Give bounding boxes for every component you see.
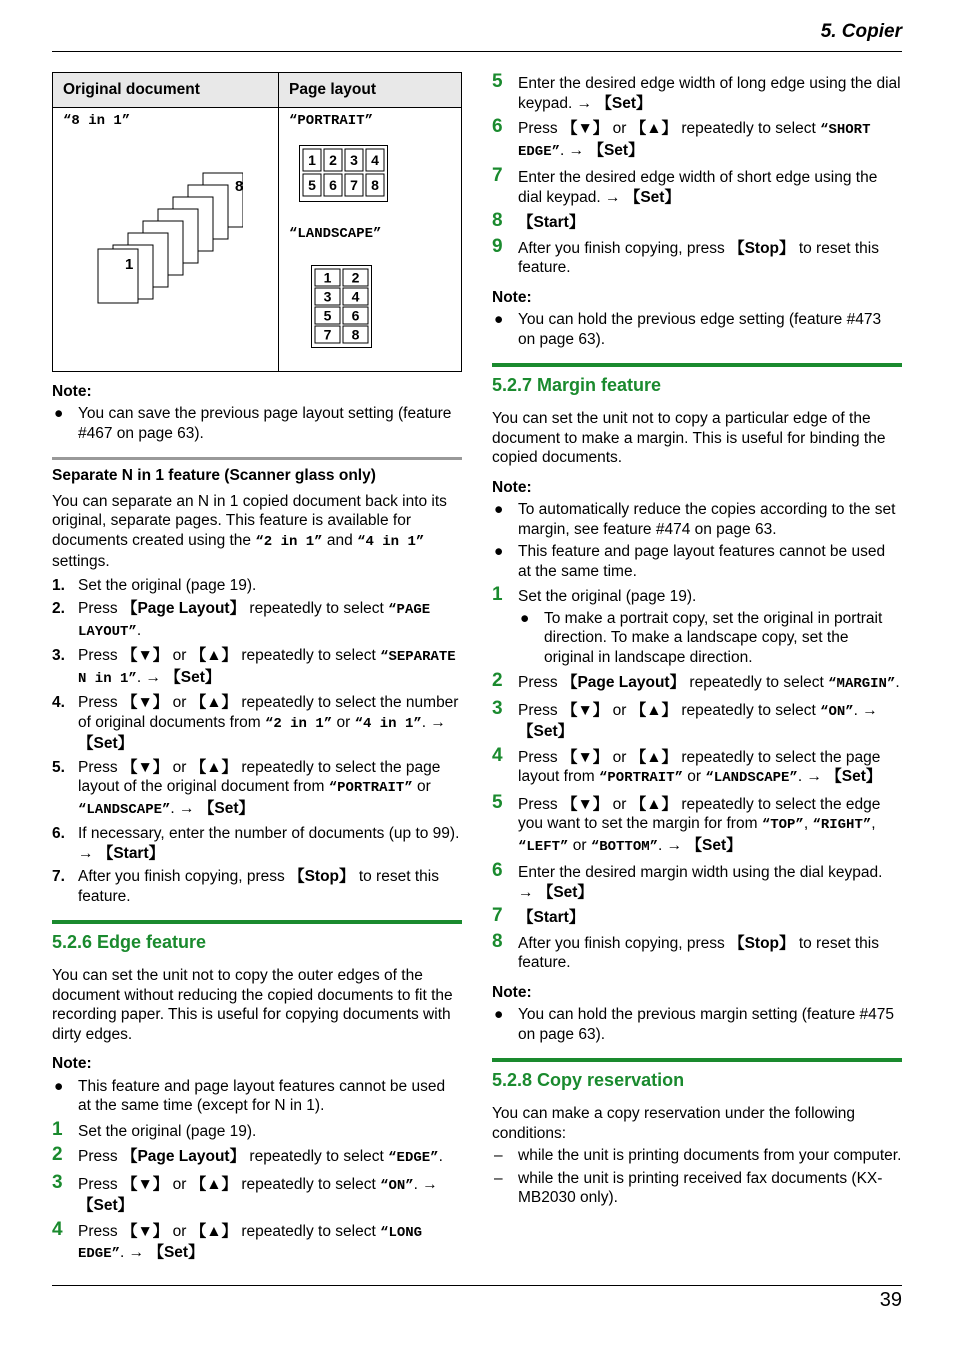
grid-page-number: 6 bbox=[351, 307, 360, 323]
grid-page-number: 8 bbox=[371, 177, 379, 193]
edge-section bbox=[52, 920, 462, 1265]
table-header-layout: Page layout bbox=[279, 73, 462, 108]
margin-step-4: 4 Press 【▼】 or 【▲】 repeatedly to select the page layout from “PORTRAIT” or “LANDSCAPE”. → 【Set】 bbox=[492, 744, 882, 786]
separate-step-2: 2. Press 【Page Layout】 repeatedly to select “PAGE LAYOUT”. bbox=[52, 600, 431, 640]
reservation-item: – while the unit is printing received fax documents (KX-MB2030 only). bbox=[494, 1169, 883, 1206]
separate-step-6: 6. If necessary, enter the number of documents (up to 99). → 【Start】 bbox=[52, 825, 460, 862]
grid-page-number: 3 bbox=[323, 288, 332, 304]
edge-step-3: 3 Press 【▼】 or 【▲】 repeatedly to select “ON”. → 【Set】 bbox=[52, 1171, 438, 1214]
grid-page-number: 6 bbox=[329, 177, 337, 193]
left-column bbox=[52, 72, 462, 1265]
table-cell-layout bbox=[279, 107, 462, 371]
edge-step-7: 7 Enter the desired edge width of short edge using the dial keypad. → 【Set】 bbox=[492, 165, 878, 206]
grid-page-number: 7 bbox=[323, 326, 332, 342]
arrow-icon: → bbox=[518, 883, 534, 901]
stacked-pages-illustration bbox=[63, 139, 243, 309]
edge-step-6: 6 Press 【▼】 or 【▲】 repeatedly to select “SHORT EDGE”. → 【Set】 bbox=[492, 116, 871, 160]
grid-page-number: 5 bbox=[308, 177, 316, 193]
edge-step-8: 8 【Start】 bbox=[492, 210, 585, 231]
edge-step-2: 2 Press 【Page Layout】 repeatedly to select “EDGE”. bbox=[52, 1144, 443, 1166]
portrait-grid-illustration bbox=[299, 145, 391, 207]
edge-intro: You can set the unit not to copy the outer edges of the document without reducing the copied documents to fit the recording paper. This is useful for copying documents with dirty edges. bbox=[52, 967, 453, 1043]
original-value: “8 in 1” bbox=[63, 112, 131, 129]
grid-page-number: 2 bbox=[351, 269, 360, 285]
grid-page-number: 4 bbox=[371, 152, 379, 168]
note-item: ● You can save the previous page layout setting (feature #467 on page 63). bbox=[54, 405, 452, 442]
reservation-section bbox=[492, 1058, 902, 1208]
margin-step-2: 2 Press 【Page Layout】 repeatedly to select “MARGIN”. bbox=[492, 670, 900, 692]
grid-page-number: 2 bbox=[329, 152, 337, 168]
reservation-item: – while the unit is printing documents from your computer. bbox=[494, 1147, 902, 1164]
grid-page-number: 3 bbox=[350, 152, 358, 168]
header-rule bbox=[52, 51, 902, 52]
separate-step-4: 4. Press 【▼】 or 【▲】 repeatedly to select the number of original documents from “2 in 1” or “4 in 1”. → 【Set】 bbox=[52, 694, 459, 752]
first-page-number: 1 bbox=[125, 256, 134, 273]
arrow-icon: → bbox=[422, 1175, 438, 1193]
grid-page-number: 8 bbox=[351, 326, 360, 342]
reservation-heading: 5.2.8 Copy reservation bbox=[492, 1070, 685, 1090]
grid-page-number: 5 bbox=[323, 307, 332, 323]
edge-note2-item: ● You can hold the previous edge setting (feature #473 on page 63). bbox=[494, 311, 882, 348]
margin-heading: 5.2.7 Margin feature bbox=[492, 375, 662, 395]
separate-intro: You can separate an N in 1 copied document back into its original, separate pages. This feature is available for documents created using the “2 in 1” and “4 in 1” settings. bbox=[52, 492, 447, 570]
arrow-icon: → bbox=[430, 713, 446, 731]
portrait-label: “PORTRAIT” bbox=[289, 112, 374, 129]
arrow-icon: → bbox=[576, 94, 593, 112]
margin-step-3: 3 Press 【▼】 or 【▲】 repeatedly to select “ON”. → 【Set】 bbox=[492, 697, 878, 740]
margin-note2-heading: Note: bbox=[492, 983, 532, 1001]
margin-note-heading: Note: bbox=[492, 478, 532, 496]
edge-note-item: ● This feature and page layout features cannot be used at the same time (except for N in 1). bbox=[54, 1077, 446, 1114]
margin-step-1: 1 Set the original (page 19). ● To make a portrait copy, set the original in portrait direction. To make a landscape copy, set the original in landscape direction. bbox=[492, 587, 902, 667]
separate-step-1: 1. Set the original (page 19). bbox=[52, 576, 257, 594]
arrow-icon: → bbox=[862, 701, 878, 719]
edge-note-heading: Note: bbox=[52, 1055, 92, 1072]
margin-step-1-sub: ● To make a portrait copy, set the original in portrait direction. To make a landscape copy, set the original in landscape direction. bbox=[520, 609, 883, 666]
arrow-icon: → bbox=[806, 768, 822, 785]
arrow-icon: → bbox=[568, 141, 585, 159]
table-header-original: Original document bbox=[53, 73, 279, 108]
margin-note2-item: ● You can hold the previous margin setting (feature #475 on page 63). bbox=[494, 1006, 894, 1043]
page-header-title: 5. Copier bbox=[820, 21, 902, 42]
separate-step-5: 5. Press 【▼】 or 【▲】 repeatedly to select the page layout of the original document from “PORTRAIT” or “LANDSCAPE”. → 【Set】 bbox=[52, 758, 441, 818]
margin-step-6: 6 Enter the desired margin width using the dial keypad. → 【Set】 bbox=[492, 860, 883, 901]
footer-rule bbox=[52, 1285, 902, 1286]
grid-page-number: 4 bbox=[351, 288, 360, 304]
margin-step-5: 5 Press 【▼】 or 【▲】 repeatedly to select the edge you want to set the margin for from “TOP”, “RIGHT”, “LEFT” or “BOTTOM”. → 【Set】 bbox=[492, 791, 881, 855]
page-number: 39 bbox=[879, 1289, 902, 1311]
arrow-icon: → bbox=[179, 799, 195, 817]
landscape-label: “LANDSCAPE” bbox=[289, 226, 382, 242]
reservation-intro: You can make a copy reservation under the following conditions: bbox=[492, 1105, 856, 1142]
margin-intro: You can set the unit not to copy a particular edge of the document to make a margin. This is useful for binding the copied documents. bbox=[492, 410, 886, 466]
arrow-icon: → bbox=[605, 188, 621, 206]
arrow-icon: → bbox=[78, 844, 94, 862]
margin-note-item: ● This feature and page layout features cannot be used at the same time. bbox=[494, 543, 886, 580]
page-layout-table bbox=[52, 72, 462, 372]
landscape-grid-illustration bbox=[311, 265, 375, 351]
table-cell-original bbox=[53, 107, 279, 371]
margin-note-item: ● To automatically reduce the copies according to the set margin, see feature #474 on page 63. bbox=[494, 501, 896, 538]
arrow-icon: → bbox=[145, 668, 161, 686]
note-heading: Note: bbox=[52, 382, 92, 400]
arrow-icon: → bbox=[666, 836, 683, 854]
grid-page-number: 1 bbox=[323, 269, 332, 285]
right-column bbox=[492, 72, 902, 1208]
last-page-number: 8 bbox=[235, 178, 243, 195]
margin-step-8: 8 After you finish copying, press 【Stop】 to reset this feature. bbox=[492, 930, 879, 971]
edge-step-9: 9 After you finish copying, press 【Stop】 to reset this feature. bbox=[492, 235, 879, 276]
separate-heading: Separate N in 1 feature (Scanner glass only) bbox=[52, 457, 462, 486]
edge-step-4: 4 Press 【▼】 or 【▲】 repeatedly to select “LONG EDGE”. → 【Set】 bbox=[52, 1218, 423, 1262]
margin-section bbox=[492, 363, 902, 1044]
margin-step-7: 7 【Start】 bbox=[492, 905, 585, 926]
separate-step-7: 7. After you finish copying, press 【Stop】 to reset this feature. bbox=[52, 868, 439, 905]
grid-page-number: 1 bbox=[308, 152, 316, 168]
grid-page-number: 7 bbox=[350, 177, 358, 193]
edge-heading: 5.2.6 Edge feature bbox=[52, 932, 207, 952]
arrow-icon: → bbox=[128, 1244, 145, 1261]
edge-step-5: 5 Enter the desired edge width of long edge using the dial keypad. → 【Set】 bbox=[492, 71, 901, 112]
edge-step-1: 1 Set the original (page 19). bbox=[52, 1118, 257, 1140]
separate-step-3: 3. Press 【▼】 or 【▲】 repeatedly to select “SEPARATE N in 1”. → 【Set】 bbox=[52, 647, 456, 687]
edge-note2-heading: Note: bbox=[492, 288, 532, 306]
